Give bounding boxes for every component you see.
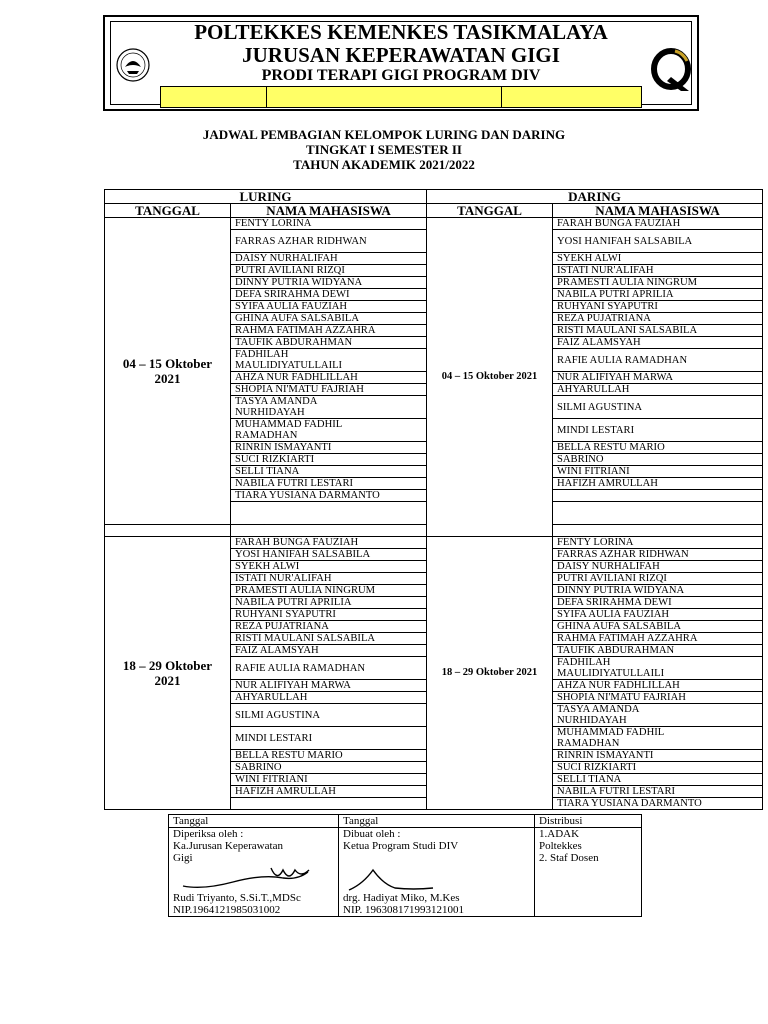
distribution-item: 2. Staf Dosen bbox=[539, 852, 599, 864]
student-name: AHZA NUR FADHLILLAH bbox=[553, 680, 763, 692]
student-name: RINRIN ISMAYANTI bbox=[553, 750, 763, 762]
student-name: RAFIE AULIA RAMADHAN bbox=[231, 657, 427, 680]
student-name: BELLA RESTU MARIO bbox=[231, 750, 427, 762]
student-name: DAISY NURHALIFAH bbox=[231, 253, 427, 265]
approval-body-row bbox=[169, 828, 642, 917]
col-nama-luring: NAMA MAHASISWA bbox=[231, 204, 427, 218]
student-name: SILMI AGUSTINA bbox=[231, 704, 427, 727]
made-by-role: Ketua Program Studi DIV bbox=[343, 840, 459, 852]
spacer-cell bbox=[231, 502, 427, 514]
student-name: NUR ALIFIYAH MARWA bbox=[231, 680, 427, 692]
student-name: BELLA RESTU MARIO bbox=[553, 442, 763, 454]
distribution-item: Poltekkes bbox=[539, 840, 582, 852]
col-nama-daring: NAMA MAHASISWA bbox=[553, 204, 763, 218]
student-name: PUTRI AVILIANI RIZQI bbox=[553, 573, 763, 585]
header-bar-cell bbox=[502, 87, 641, 107]
student-name: DINNY PUTRIA WIDYANA bbox=[231, 277, 427, 289]
made-by-label: Dibuat oleh : bbox=[343, 828, 401, 840]
schedule-table bbox=[104, 189, 763, 810]
student-name: GHINA AUFA SALSABILA bbox=[231, 313, 427, 325]
student-name: FADHILAH MAULIDIYATULLAILI bbox=[231, 349, 427, 372]
academic-year: TAHUN AKADEMIK 2021/2022 bbox=[293, 157, 475, 172]
luring-date-block1: 04 – 15 Oktober 2021 bbox=[105, 218, 231, 525]
student-name: NABILA PUTRI APRILIA bbox=[231, 597, 427, 609]
student-name: MUHAMMAD FADHIL RAMADHAN bbox=[553, 727, 763, 750]
student-name: SYEKH ALWI bbox=[231, 561, 427, 573]
student-name: REZA PUJATRIANA bbox=[231, 621, 427, 633]
spacer-cell bbox=[105, 525, 231, 537]
student-name: FAIZ ALAMSYAH bbox=[553, 337, 763, 349]
student-name: SUCI RIZKIARTI bbox=[553, 762, 763, 774]
header-color-bar bbox=[160, 86, 642, 108]
student-name: DEFA SRIRAHMA DEWI bbox=[553, 597, 763, 609]
student-name: SYEKH ALWI bbox=[553, 253, 763, 265]
student-name: HAFIZH AMRULLAH bbox=[231, 786, 427, 798]
student-name: WINI FITRIANI bbox=[553, 466, 763, 478]
institution-name: POLTEKKES KEMENKES TASIKMALAYA bbox=[194, 20, 608, 44]
ministry-seal-icon bbox=[115, 47, 151, 83]
approval-date-label: Tanggal bbox=[339, 815, 535, 828]
student-name: YOSI HANIFAH SALSABILA bbox=[553, 230, 763, 253]
student-name: RUHYANI SYAPUTRI bbox=[231, 609, 427, 621]
letterhead bbox=[103, 15, 699, 111]
student-name: AHYARULLAH bbox=[553, 384, 763, 396]
col-tanggal-luring: TANGGAL bbox=[105, 204, 231, 218]
made-by-nip: NIP. 196308171993121001 bbox=[343, 904, 465, 916]
student-name: NABILA FUTRI LESTARI bbox=[553, 786, 763, 798]
student-name: RISTI MAULANI SALSABILA bbox=[231, 633, 427, 645]
student-name: FARRAS AZHAR RIDHWAN bbox=[231, 230, 427, 253]
checked-by-nip: NIP.1964121985031002 bbox=[173, 904, 281, 916]
student-name: RISTI MAULANI SALSABILA bbox=[553, 325, 763, 337]
spacer-cell bbox=[553, 502, 763, 514]
student-name: RAHMA FATIMAH AZZAHRA bbox=[231, 325, 427, 337]
student-name: NABILA PUTRI APRILIA bbox=[553, 289, 763, 301]
student-name: SYIFA AULIA FAUZIAH bbox=[231, 301, 427, 313]
table-header-row bbox=[105, 190, 763, 204]
distribution-label: Distribusi bbox=[535, 815, 642, 828]
student-name: REZA PUJATRIANA bbox=[553, 313, 763, 325]
col-tanggal-daring: TANGGAL bbox=[427, 204, 553, 218]
student-name: PRAMESTI AULIA NINGRUM bbox=[231, 585, 427, 597]
student-name: FENTY LORINA bbox=[553, 537, 763, 549]
approval-header-row bbox=[169, 815, 642, 828]
checked-by-cell bbox=[169, 828, 339, 917]
student-name: NUR ALIFIYAH MARWA bbox=[553, 372, 763, 384]
spacer-cell bbox=[231, 525, 427, 537]
student-name: RINRIN ISMAYANTI bbox=[231, 442, 427, 454]
student-name: RAFIE AULIA RAMADHAN bbox=[553, 349, 763, 372]
student-name: TIARA YUSIANA DARMANTO bbox=[231, 490, 427, 502]
luring-date-block2: 18 – 29 Oktober 2021 bbox=[105, 537, 231, 810]
approval-table bbox=[168, 814, 642, 917]
header-bar-cell bbox=[161, 87, 267, 107]
table-row bbox=[105, 218, 763, 230]
header-bar-cell bbox=[267, 87, 502, 107]
student-name: SABRINO bbox=[231, 762, 427, 774]
daring-date-block2: 18 – 29 Oktober 2021 bbox=[427, 537, 553, 810]
student-name: TAUFIK ABDURAHMAN bbox=[231, 337, 427, 349]
student-name: SILMI AGUSTINA bbox=[553, 396, 763, 419]
spacer-cell bbox=[231, 513, 427, 525]
student-name: FARAH BUNGA FAUZIAH bbox=[231, 537, 427, 549]
student-name: SELLI TIANA bbox=[553, 774, 763, 786]
student-name: FENTY LORINA bbox=[231, 218, 427, 230]
made-by-name: drg. Hadiyat Miko, M.Kes bbox=[343, 892, 460, 904]
made-by-spacer bbox=[343, 852, 530, 864]
student-name: FADHILAH MAULIDIYATULLAILI bbox=[553, 657, 763, 680]
student-name bbox=[231, 798, 427, 810]
daring-date-block1: 04 – 15 Oktober 2021 bbox=[427, 218, 553, 537]
approval-date-label: Tanggal bbox=[169, 815, 339, 828]
student-name: PUTRI AVILIANI RIZQI bbox=[231, 265, 427, 277]
student-name: TAUFIK ABDURAHMAN bbox=[553, 645, 763, 657]
document-subtitle: TINGKAT I SEMESTER II bbox=[306, 142, 462, 157]
document-title: JADWAL PEMBAGIAN KELOMPOK LURING DAN DARING bbox=[202, 127, 566, 142]
student-name: DINNY PUTRIA WIDYANA bbox=[553, 585, 763, 597]
student-name: GHINA AUFA SALSABILA bbox=[553, 621, 763, 633]
student-name: SUCI RIZKIARTI bbox=[231, 454, 427, 466]
student-name: RAHMA FATIMAH AZZAHRA bbox=[553, 633, 763, 645]
table-row bbox=[105, 537, 763, 549]
signature-1-icon bbox=[173, 864, 333, 892]
checked-by-label: Diperiksa oleh : bbox=[173, 828, 244, 840]
student-name: DEFA SRIRAHMA DEWI bbox=[231, 289, 427, 301]
student-name: MUHAMMAD FADHIL RAMADHAN bbox=[231, 419, 427, 442]
program-name: PRODI TERAPI GIGI PROGRAM DIV bbox=[261, 67, 541, 84]
student-name: ISTATI NUR'ALIFAH bbox=[231, 573, 427, 585]
student-name: FAIZ ALAMSYAH bbox=[231, 645, 427, 657]
student-name: MINDI LESTARI bbox=[231, 727, 427, 750]
quality-q-logo-icon bbox=[649, 47, 693, 93]
student-name: FARAH BUNGA FAUZIAH bbox=[553, 218, 763, 230]
spacer-cell bbox=[553, 525, 763, 537]
student-name bbox=[553, 490, 763, 502]
luring-header: LURING bbox=[105, 190, 427, 204]
student-name: SHOPIA NI'MATU FAJRIAH bbox=[231, 384, 427, 396]
student-name: TASYA AMANDA NURHIDAYAH bbox=[231, 396, 427, 419]
daring-header: DARING bbox=[427, 190, 763, 204]
student-name: FARRAS AZHAR RIDHWAN bbox=[553, 549, 763, 561]
student-name: MINDI LESTARI bbox=[553, 419, 763, 442]
student-name: AHYARULLAH bbox=[231, 692, 427, 704]
student-name: AHZA NUR FADHLILLAH bbox=[231, 372, 427, 384]
student-name: SABRINO bbox=[553, 454, 763, 466]
checked-by-role-cont: Gigi bbox=[173, 852, 193, 864]
student-name: PRAMESTI AULIA NINGRUM bbox=[553, 277, 763, 289]
student-name: HAFIZH AMRULLAH bbox=[553, 478, 763, 490]
student-name: SHOPIA NI'MATU FAJRIAH bbox=[553, 692, 763, 704]
student-name: SYIFA AULIA FAUZIAH bbox=[553, 609, 763, 621]
signature-2-icon bbox=[343, 864, 503, 892]
checked-by-role: Ka.Jurusan Keperawatan bbox=[173, 840, 283, 852]
student-name: WINI FITRIANI bbox=[231, 774, 427, 786]
made-by-cell bbox=[339, 828, 535, 917]
table-subheader-row bbox=[105, 204, 763, 218]
spacer-cell bbox=[553, 513, 763, 525]
student-name: DAISY NURHALIFAH bbox=[553, 561, 763, 573]
checked-by-name: Rudi Triyanto, S.Si.T.,MDSc bbox=[173, 892, 301, 904]
student-name: TIARA YUSIANA DARMANTO bbox=[553, 798, 763, 810]
student-name: NABILA FUTRI LESTARI bbox=[231, 478, 427, 490]
student-name: SELLI TIANA bbox=[231, 466, 427, 478]
department-name: JURUSAN KEPERAWATAN GIGI bbox=[242, 43, 560, 67]
student-name: YOSI HANIFAH SALSABILA bbox=[231, 549, 427, 561]
student-name: TASYA AMANDA NURHIDAYAH bbox=[553, 704, 763, 727]
student-name: ISTATI NUR'ALIFAH bbox=[553, 265, 763, 277]
distribution-item: 1.ADAK bbox=[539, 828, 580, 840]
student-name: RUHYANI SYAPUTRI bbox=[553, 301, 763, 313]
distribution-cell bbox=[535, 828, 642, 917]
